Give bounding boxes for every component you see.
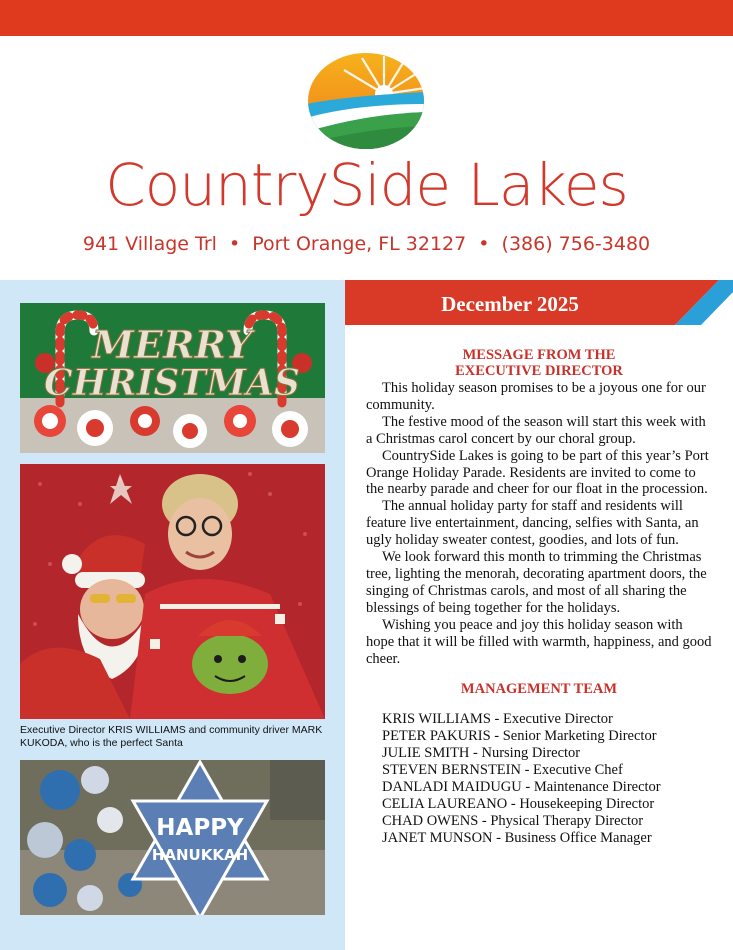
team-member: JANET MUNSON - Business Office Manager bbox=[382, 829, 652, 846]
sun-lake-logo bbox=[306, 52, 426, 150]
top-color-bar bbox=[0, 0, 733, 36]
team-member: CELIA LAUREANO - Housekeeping Director bbox=[382, 795, 655, 812]
christmas-text: CHRISTMAS bbox=[44, 362, 300, 404]
message-paragraph: CountrySide Lakes is going to be part of this year’s Port Orange Holiday Parade. Residents are invited to come to the nearby parade and cheer for our float in the procession. bbox=[366, 447, 709, 498]
message-paragraph: The annual holiday party for staff and residents will feature live entertainment, dancing, selfies with Santa, an ugly holiday sweater contest, goodies, and lots of fun. bbox=[366, 498, 699, 549]
team-member: PETER PAKURIS - Senior Marketing Director bbox=[382, 728, 657, 745]
message-heading-line2: EXECUTIVE DIRECTOR bbox=[455, 363, 623, 379]
team-member: CHAD OWENS - Physical Therapy Director bbox=[382, 812, 644, 829]
happy-text: HAPPY bbox=[156, 815, 244, 841]
address-line bbox=[0, 230, 733, 258]
merry-text: MERRY bbox=[91, 322, 253, 367]
santa-photo bbox=[20, 464, 325, 719]
team-member: JULIE SMITH - Nursing Director bbox=[382, 745, 581, 762]
happy-hanukkah-photo bbox=[20, 760, 325, 915]
phone-number: (386) 756-3480 bbox=[501, 233, 651, 255]
message-heading bbox=[366, 347, 712, 379]
merry-christmas-photo bbox=[20, 303, 325, 453]
date-banner bbox=[345, 280, 733, 325]
management-team-heading: MANAGEMENT TEAM bbox=[460, 681, 618, 698]
brand-title: CountrySide Lakes bbox=[105, 151, 628, 219]
management-team-list bbox=[366, 711, 712, 846]
issue-date: December 2025 bbox=[441, 292, 579, 316]
main-content bbox=[366, 347, 712, 847]
separator-dot: • bbox=[228, 233, 241, 255]
hanukkah-text: HANUKKAH bbox=[151, 846, 249, 864]
santa-photo-caption: Executive Director KRIS WILLIAMS and community driver MARK KUKODA, who is the perfect Santa bbox=[20, 724, 323, 749]
message-paragraph: This holiday season promises to be a joyous one for our community. bbox=[366, 380, 706, 413]
message-paragraph: The festive mood of the season will start this week with a Christmas carol concert by our choral group. bbox=[366, 413, 706, 447]
message-paragraph: Wishing you peace and joy this holiday season with hope that it will be filled with warmth, happiness, and good cheer. bbox=[366, 616, 712, 667]
message-heading-line1: MESSAGE FROM THE bbox=[462, 347, 616, 363]
city-state-zip: Port Orange, FL 32127 bbox=[252, 233, 467, 255]
team-member: KRIS WILLIAMS - Executive Director bbox=[382, 711, 613, 728]
street-address: 941 Village Trl bbox=[82, 233, 217, 255]
separator-dot: • bbox=[478, 233, 490, 255]
team-member: DANLADI MAIDUGU - Maintenance Director bbox=[382, 779, 661, 796]
message-paragraph: We look forward this month to trimming the Christmas tree, lighting the menorah, decorating apartment doors, the singing of Christmas carols, and most of all sharing the blessings of being together for the holidays. bbox=[366, 549, 707, 616]
team-member: STEVEN BERNSTEIN - Executive Chef bbox=[382, 762, 623, 779]
